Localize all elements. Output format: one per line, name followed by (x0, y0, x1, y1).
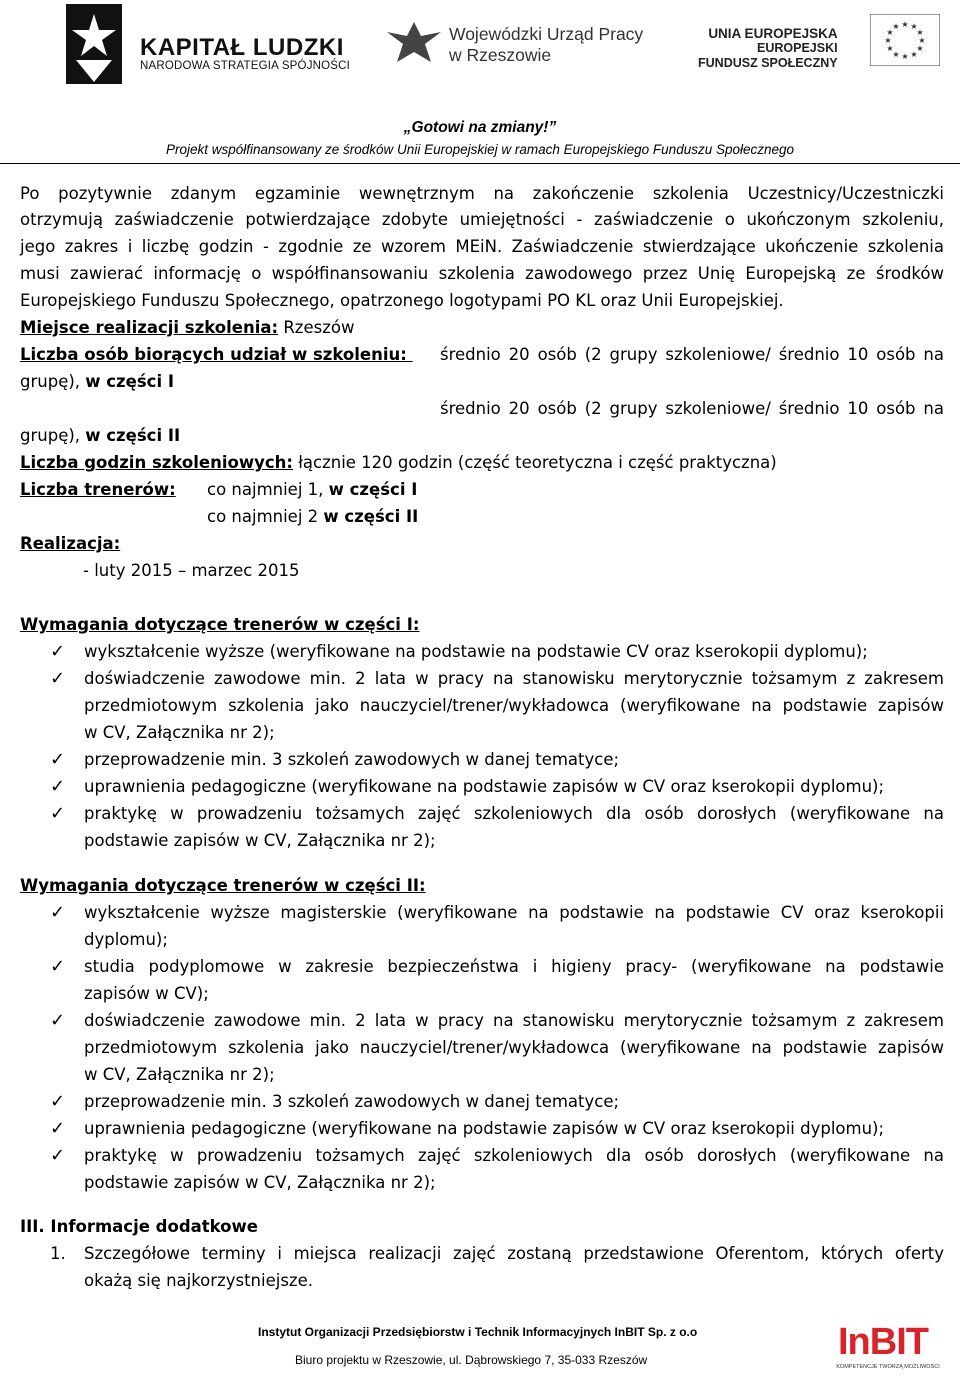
wup-line2: w Rzeszowie (449, 45, 552, 65)
page-header (0, 0, 960, 165)
req1-item-2-line-3: w CV, Załącznika nr 2); (84, 723, 275, 742)
footer-company: Instytut Organizacji Przedsiębiorstw i Technik Informacyjnych InBIT Sp. z o.o (258, 1325, 698, 1339)
participants-part1-label: w części I (85, 372, 174, 391)
svg-text:★: ★ (916, 28, 924, 37)
checkmark-icon: ✓ (50, 1010, 66, 1031)
eagle-icon (385, 18, 443, 68)
svg-text:★: ★ (886, 28, 894, 37)
section3-heading: III. Informacje dodatkowe (20, 1217, 258, 1236)
req2-item-2-line-1: studia podyplomowe w zakresie bezpieczeństwa i higieny pracy- (weryfikowane na podstawie (84, 957, 944, 976)
svg-text:★: ★ (901, 52, 909, 61)
intro-line-5: Europejskiego Funduszu Społecznego, opatrzonego logotypami PO KL oraz Unii Europejskiej. (20, 291, 784, 310)
req1-heading-row (20, 611, 944, 638)
hours-row (20, 449, 944, 476)
svg-text:★: ★ (892, 50, 900, 59)
intro-line-1: Po pozytywnie zdanym egzaminie wewnętrznym na zakończenie szkolenia Uczestnicy/Uczestniczki (20, 184, 944, 203)
req2-item-2-line-2: zapisów w CV); (84, 984, 209, 1003)
motto: „Gotowi na zmiany!” (403, 119, 557, 136)
section3-item-line-1: Szczegółowe terminy i miejsca realizacji zajęć zostaną przedstawione Oferentom, których oferty (84, 1244, 944, 1263)
svg-text:★: ★ (916, 44, 924, 53)
realization-label-row (20, 530, 944, 557)
checkmark-icon: ✓ (50, 803, 66, 824)
trainers-label: Liczba trenerów: (20, 480, 176, 499)
req2-item-1-line-1: wykształcenie wyższe magisterskie (weryfikowane na podstawie na podstawie CV oraz kserokopii (84, 903, 944, 922)
req2-heading: Wymagania dotyczące trenerów w części II: (20, 876, 426, 895)
req1-item-2-line-1: doświadczenie zawodowe min. 2 lata w pracy na stanowisku merytorycznie tożsamym z zakresem (84, 669, 944, 688)
req1-item-4-line-1: uprawnienia pedagogiczne (weryfikowane na podstawie zapisów w CV oraz kserokopii dyplomu); (84, 777, 885, 796)
kapital-ludzki-star-icon (64, 4, 124, 84)
place-row (20, 314, 944, 341)
svg-text:★: ★ (918, 36, 926, 45)
wup-name (449, 24, 643, 66)
checkmark-icon: ✓ (50, 749, 66, 770)
inbit-logo-text: InBIT (838, 1321, 928, 1363)
place-value: Rzeszów (283, 318, 355, 337)
svg-text:★: ★ (892, 22, 900, 31)
hours-label: Liczba godzin szkoleniowych: (20, 453, 293, 472)
inbit-logo (828, 1322, 948, 1377)
intro-line-2: otrzymują zaświadczenie potwierdzające zdobyte umiejętności - zaświadczenie o ukończonym szkoleniu, (20, 210, 944, 229)
eu-logo (690, 14, 950, 84)
participants-part1-text: średnio 20 osób (2 grupy szkoleniowe/ średnio 10 osób na (440, 345, 944, 364)
req2-heading-row (20, 872, 944, 899)
eu-flag-icon (870, 14, 940, 66)
checkmark-icon: ✓ (50, 1145, 66, 1166)
trainers-row (20, 476, 944, 503)
footer-address: Biuro projektu w Rzeszowie, ul. Dąbrowskiego 7, 35-033 Rzeszów (295, 1353, 648, 1367)
project-cofinancing: Projekt współfinansowany ze środków Unii Europejskiej w ramach Europejskiego Funduszu Społecznego (165, 142, 795, 157)
participants-part2-grupe: grupę), (20, 426, 86, 445)
req2-item-6-line-1: praktykę w prowadzeniu tożsamych zajęć szkoleniowych dla osób dorosłych (weryfikowane na (84, 1146, 944, 1165)
checkmark-icon: ✓ (50, 902, 66, 923)
req1-item-3-line-1: przeprowadzenie min. 3 szkoleń zawodowych w danej tematyce; (84, 750, 620, 769)
wup-line1: Wojewódzki Urząd Pracy (449, 24, 644, 44)
trainers-part1 (207, 476, 417, 503)
eu-line1: UNIA EUROPEJSKA (708, 26, 838, 41)
intro-line-3: jego zakres i liczbę godzin - zgodnie ze wzorem MEiN. Zaświadczenie stwierdzające ukończenie szkolenia (20, 237, 944, 256)
checkmark-icon: ✓ (50, 956, 66, 977)
checkmark-icon: ✓ (50, 1091, 66, 1112)
kl-subtitle: NARODOWA STRATEGIA SPÓJNOŚCI (140, 60, 351, 72)
req2-item-6-line-2: podstawie zapisów w CV, Załącznika nr 2); (84, 1173, 436, 1192)
header-divider (0, 163, 960, 164)
req1-heading: Wymagania dotyczące trenerów w części I: (20, 615, 420, 634)
svg-text:★: ★ (884, 36, 892, 45)
eu-line3: FUNDUSZ SPOŁECZNY (698, 56, 838, 70)
trainers-part1-label: w części I (328, 480, 418, 499)
svg-text:★: ★ (901, 20, 909, 29)
participants-part1-cont (20, 368, 944, 395)
req2-item-3-line-3: w CV, Załącznika nr 2); (84, 1065, 275, 1084)
req1-item-2-line-2: przedmiotowym szkolenia jako nauczyciel/trener/wykładowca (weryfikowane na podstawie zapisów (84, 696, 944, 715)
eu-text (698, 26, 838, 71)
req2-item-3-line-1: doświadczenie zawodowe min. 2 lata w pracy na stanowisku merytorycznie tożsamym z zakresem (84, 1011, 944, 1030)
req1-item-1-line-1: wykształcenie wyższe (weryfikowane na podstawie na podstawie CV oraz kserokopii dyplomu); (84, 642, 868, 661)
checkmark-icon: ✓ (50, 1118, 66, 1139)
participants-part2-text: średnio 20 osób (2 grupy szkoleniowe/ średnio 10 osób na (440, 399, 944, 418)
req2-item-3-line-2: przedmiotowym szkolenia jako nauczyciel/trener/wykładowca (weryfikowane na podstawie zapisów (84, 1038, 944, 1057)
req1-item-5-line-1: praktykę w prowadzeniu tożsamych zajęć szkoleniowych dla osób dorosłych (weryfikowane na (84, 804, 944, 823)
intro-line-4: musi zawierać informację o współfinansowaniu szkolenia zawodowego przez Unię Europejską ze środków (20, 264, 944, 283)
svg-text:★: ★ (910, 22, 918, 31)
checkmark-icon: ✓ (50, 776, 66, 797)
participants-part2-label: w części II (85, 426, 181, 445)
participants-part1-grupe: grupę), (20, 372, 86, 391)
checkmark-icon: ✓ (50, 641, 66, 662)
hours-value: łącznie 120 godzin (część teoretyczna i część praktyczna) (292, 453, 777, 472)
participants-label: Liczba osób biorących udział w szkoleniu: (20, 345, 413, 364)
trainers-part2 (207, 503, 418, 530)
checkmark-icon: ✓ (50, 668, 66, 689)
participants-part2-cont (20, 422, 944, 449)
svg-text:★: ★ (886, 44, 894, 53)
kapital-ludzki-logo (64, 4, 351, 84)
req2-item-4-line-1: przeprowadzenie min. 3 szkoleń zawodowych w danej tematyce; (84, 1092, 620, 1111)
trainers-count-2: co najmniej 2 (207, 507, 324, 526)
section3-item-line-2: okażą się najkorzystniejsze. (84, 1271, 313, 1290)
req1-item-5-line-2: podstawie zapisów w CV, Załącznika nr 2); (84, 831, 436, 850)
kl-title: KAPITAŁ LUDZKI (140, 34, 344, 61)
wup-logo (385, 12, 645, 72)
realization-label: Realizacja: (20, 534, 121, 553)
req2-item-1-line-2: dyplomu); (84, 930, 168, 949)
trainers-part2-label: w części II (323, 507, 419, 526)
inbit-logo-tagline: KOMPETENCJE TWORZĄ MOŻLIWOŚCI (836, 1364, 940, 1370)
trainers-count-1: co najmniej 1, (207, 480, 329, 499)
req2-item-5-line-1: uprawnienia pedagogiczne (weryfikowane na podstawie zapisów w CV oraz kserokopii dyplomu); (84, 1119, 885, 1138)
section3-item-number: 1. (50, 1244, 66, 1263)
eu-line2: EUROPEJSKI (757, 41, 838, 55)
svg-text:★: ★ (910, 50, 918, 59)
place-label: Miejsce realizacji szkolenia: (20, 318, 279, 337)
realization-value: - luty 2015 – marzec 2015 (83, 561, 300, 580)
